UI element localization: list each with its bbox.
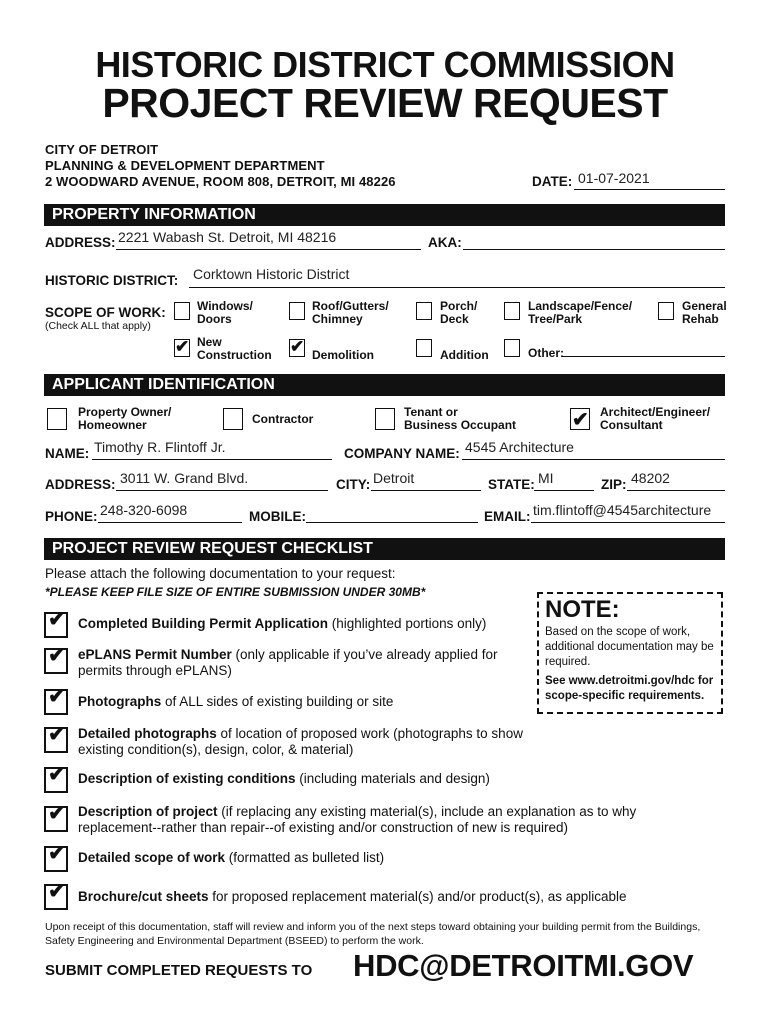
form-title: HISTORIC DISTRICT COMMISSION <box>95 44 675 85</box>
phone-value: 248-320-6098 <box>100 502 188 518</box>
email-label: EMAIL: <box>484 509 531 524</box>
city-label: CITY: <box>336 477 371 492</box>
scope-porch-checkbox[interactable] <box>416 302 432 320</box>
submit-email-link[interactable]: HDC@DETROITMI.GOV <box>353 948 694 983</box>
scope-porch-label: Porch/ Deck <box>440 299 478 326</box>
applicant-address-label: ADDRESS: <box>45 477 116 492</box>
scope-landscape-label: Landscape/Fence/ Tree/Park <box>528 299 633 326</box>
applicant-contractor-label: Contractor <box>252 412 314 426</box>
applicant-section-header: APPLICANT IDENTIFICATION <box>44 374 725 396</box>
footer-text: Upon receipt of this documentation, staff will review and inform you of the next steps toward obtaining your building permit from the Buildings, Safety Engineering and Environmental Department (BSEED) to perform the work. <box>45 921 701 947</box>
scope-landscape-checkbox[interactable] <box>504 302 520 320</box>
note-title: NOTE: <box>545 596 620 623</box>
zip-label: ZIP: <box>601 477 627 492</box>
org-line3: 2 WOODWARD AVENUE, ROOM 808, DETROIT, MI 48226 <box>45 174 396 189</box>
note-box <box>537 592 723 714</box>
scope-addition-label: Addition <box>440 348 489 362</box>
note-body: Based on the scope of work, additional documentation may be required. <box>545 626 714 668</box>
scope-general-rehab-label: General Rehab <box>682 299 727 326</box>
scope-windows-doors-checkbox[interactable] <box>174 302 190 320</box>
checklist-intro: Please attach the following documentation to your request: <box>45 566 396 581</box>
date-value: 01-07-2021 <box>578 170 650 186</box>
applicant-name-label: NAME: <box>45 446 90 461</box>
org-line2: PLANNING & DEVELOPMENT DEPARTMENT <box>45 158 325 173</box>
scope-label: SCOPE OF WORK: <box>45 305 166 320</box>
applicant-owner-label: Property Owner/ Homeowner <box>78 405 172 432</box>
email-value: tim.flintoff@4545architecture <box>533 502 712 518</box>
checklist-section-header: PROJECT REVIEW REQUEST CHECKLIST <box>44 538 725 560</box>
check-icon[interactable] <box>44 846 68 872</box>
zip-value: 48202 <box>631 470 670 486</box>
form-subtitle: PROJECT REVIEW REQUEST <box>102 80 668 126</box>
check-icon[interactable] <box>44 727 68 753</box>
applicant-address-value: 3011 W. Grand Blvd. <box>120 470 249 486</box>
address-label: ADDRESS: <box>45 235 116 250</box>
scope-roof-label: Roof/Gutters/ Chimney <box>312 299 389 326</box>
check-icon[interactable] <box>44 689 68 715</box>
applicant-tenant-checkbox[interactable] <box>375 408 395 430</box>
district-label: HISTORIC DISTRICT: <box>45 273 179 288</box>
applicant-contractor-checkbox[interactable] <box>223 408 243 430</box>
check-icon[interactable] <box>44 612 68 638</box>
applicant-name-value: Timothy R. Flintoff Jr. <box>94 439 226 455</box>
applicant-owner-checkbox[interactable] <box>47 408 67 430</box>
aka-label: AKA: <box>428 235 462 250</box>
scope-windows-doors-label: Windows/ Doors <box>197 299 253 326</box>
scope-addition-checkbox[interactable] <box>416 339 432 357</box>
org-line1: CITY OF DETROIT <box>45 142 159 157</box>
state-label: STATE: <box>488 477 535 492</box>
applicant-architect-checkbox[interactable] <box>570 408 590 430</box>
mobile-field[interactable] <box>306 505 478 523</box>
note-link[interactable]: See www.detroitmi.gov/hdc for scope-specific requirements. <box>545 675 714 702</box>
check-icon[interactable] <box>44 767 68 793</box>
property-section-header: PROPERTY INFORMATION <box>44 204 725 226</box>
applicant-architect-label: Architect/Engineer/ Consultant <box>600 405 711 432</box>
scope-other-checkbox[interactable] <box>504 339 520 357</box>
scope-other-field[interactable] <box>562 341 725 357</box>
company-name-value: 4545 Architecture <box>465 439 574 455</box>
submit-label: SUBMIT COMPLETED REQUESTS TO <box>45 962 313 979</box>
checklist-warning: *PLEASE KEEP FILE SIZE OF ENTIRE SUBMISSION UNDER 30MB* <box>45 585 426 599</box>
address-value: 2221 Wabash St. Detroit, MI 48216 <box>118 229 337 245</box>
org-address-block <box>45 142 396 190</box>
scope-new-construction-checkbox[interactable] <box>174 339 190 357</box>
state-value: MI <box>538 470 554 486</box>
scope-demolition-checkbox[interactable] <box>289 339 305 357</box>
aka-field[interactable] <box>463 232 725 250</box>
check-icon[interactable] <box>44 648 68 674</box>
mobile-label: MOBILE: <box>249 509 306 524</box>
scope-roof-checkbox[interactable] <box>289 302 305 320</box>
check-icon[interactable] <box>44 806 68 832</box>
applicant-tenant-label: Tenant or Business Occupant <box>404 405 517 432</box>
scope-note: (Check ALL that apply) <box>45 320 151 332</box>
phone-label: PHONE: <box>45 509 98 524</box>
check-icon[interactable] <box>44 884 68 910</box>
company-name-label: COMPANY NAME: <box>344 446 460 461</box>
city-value: Detroit <box>373 470 415 486</box>
date-label: DATE: <box>532 174 573 189</box>
district-value: Corktown Historic District <box>193 266 350 282</box>
scope-other-label: Other: <box>528 346 564 360</box>
scope-demolition-label: Demolition <box>312 348 374 362</box>
scope-new-construction-label: New Construction <box>197 335 272 362</box>
scope-general-rehab-checkbox[interactable] <box>658 302 674 320</box>
